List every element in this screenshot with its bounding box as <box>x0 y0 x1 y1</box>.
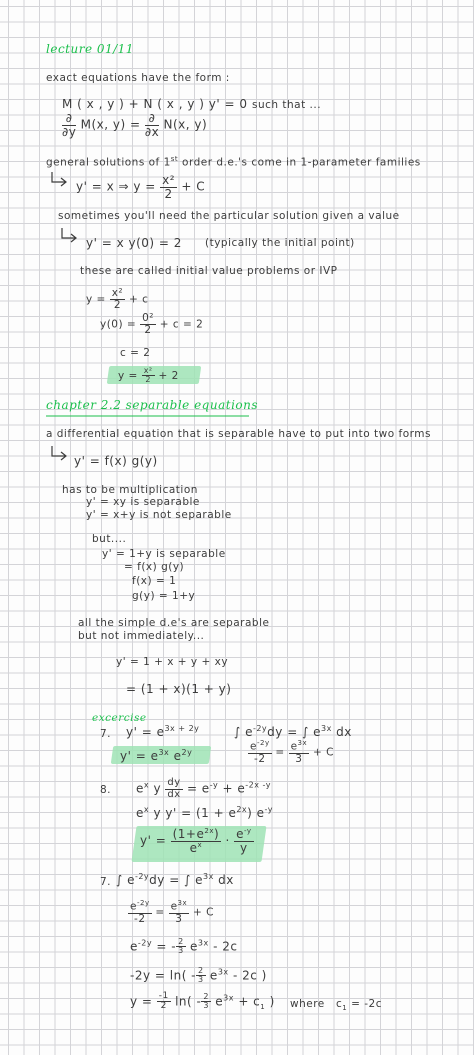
but-label: but.... <box>92 533 127 545</box>
problem-7b-line-1: ∫ $e^{-2y}dy$ = ∫ $e^{3x}$ dx <box>116 872 234 887</box>
ivp-definition: these are called initial value problems or IVP <box>80 265 338 277</box>
exact-condition: $\frac{\partial}{\partial y}$ M(x, y) = $\frac{\partial}{\partial x}$ N(x, y) <box>62 111 208 139</box>
exact-intro-line: exact equations have the form : <box>46 72 230 84</box>
chapter-title: chapter 2.2 separable equations <box>46 398 259 412</box>
problem-7-number: 7. <box>100 728 112 740</box>
problem-7b-line-2: $\frac{e^{-2y}}{-2}$ = $\frac{e^{3x}}{3}$ + C <box>130 899 214 925</box>
problem-8-answer: y' = $\frac{(1+e^{2x})}{e^x}$ · $\frac{e^{-y}}{y}$ <box>140 827 252 855</box>
particular-intro-line: sometimes you'll need the particular solution given a value <box>58 210 400 222</box>
ivp-step-3: c = 2 <box>120 347 151 359</box>
separable-definition: a differential equation that is separable have to put into two forms <box>46 428 431 440</box>
separable-form: y' = f(x) g(y) <box>74 454 158 468</box>
factor-step-1: y' = 1 + x + y + xy <box>116 656 229 668</box>
exact-form-equation: M ( x , y ) + N ( x , y ) y' = 0 <box>62 97 248 111</box>
problem-7b-line-4: -2y = ln( - $\frac{2}{3}$ $e^{3x} - 2c$ ) <box>130 966 267 985</box>
problem-7b-line-3: $e^{-2y}$ = - $\frac{2}{3}$ $e^{3x} - 2c$ <box>130 937 238 956</box>
arrow-icon <box>48 444 70 462</box>
title-underline <box>46 414 251 418</box>
problem-8-line-2: $e^x$ y $y' = (1 + e^{2x})$ $e^{-y}$ <box>136 805 274 820</box>
factor-step-2: = (1 + x)(1 + y) <box>126 682 232 696</box>
problem-7-integral: ∫ $e^{-2y}dy$ = ∫ $e^{3x}$ dx <box>234 724 352 739</box>
exact-form-suffix: such that ... <box>252 99 322 111</box>
arrow-icon <box>58 226 80 244</box>
problem-7-equation: $y' = e^{3x + 2y}$ <box>126 724 200 739</box>
all-simple-line-2: but not immediately... <box>78 630 205 642</box>
ivp-note: (typically the initial point) <box>205 237 355 249</box>
all-simple-line-1: all the simple d.e's are separable <box>78 617 270 629</box>
exercise-label: excercise <box>92 712 147 724</box>
problem-7b-where: where <box>290 998 325 1010</box>
lecture-title: lecture 01/11 <box>46 42 134 56</box>
ivp-answer: y = $\frac{\text{x²}}{2}$ + 2 <box>118 366 179 385</box>
problem-8-number: 8. <box>100 784 112 796</box>
separable-note: has to be multiplication <box>62 484 198 496</box>
ivp-step-2: y(0) = $\frac{\text{0²}}{2}$ + c = 2 <box>100 312 204 337</box>
arrow-icon <box>48 170 70 188</box>
but-example-1: y' = 1+y is separable <box>102 548 226 560</box>
general-example: y' = x ⇒ y = $\frac{\text{x²}}{2}$ + C <box>76 173 206 201</box>
problem-7-result: $\frac{e^{-2y}}{-2}$ = $\frac{e^{3x}}{3}$ + C <box>250 739 334 765</box>
but-example-4: g(y) = 1+y <box>132 590 196 602</box>
problem-7-rewrite: $y' = e^{3x}$ $e^{2y}$ <box>120 748 193 763</box>
ivp-step-1: y = $\frac{\text{x²}}{2}$ + c <box>86 287 149 312</box>
but-example-3: f(x) = 1 <box>132 575 177 587</box>
problem-7b-number: 7. <box>100 876 112 888</box>
problem-8-line-1: $e^x$ y $\frac{dy}{dx}$ = $e^{-y} + e^{-2x -y}$ <box>136 777 271 800</box>
general-solutions-line: general solutions of 1st order d.e.'s come in 1-parameter families <box>46 155 421 169</box>
separable-example-1: y' = xy is separable <box>86 496 200 508</box>
ivp-equation: y' = x y(0) = 2 <box>86 236 182 250</box>
separable-example-2: y' = x+y is not separable <box>86 509 232 521</box>
problem-7b-line-5: y = $\frac{-1}{2}$ ln( - $\frac{2}{3}$ $e^{3x} + c_1$ ) <box>130 991 275 1012</box>
but-example-2: = f(x) g(y) <box>124 561 185 573</box>
problem-7b-constant: $c_1 = -2c$ <box>336 998 382 1013</box>
